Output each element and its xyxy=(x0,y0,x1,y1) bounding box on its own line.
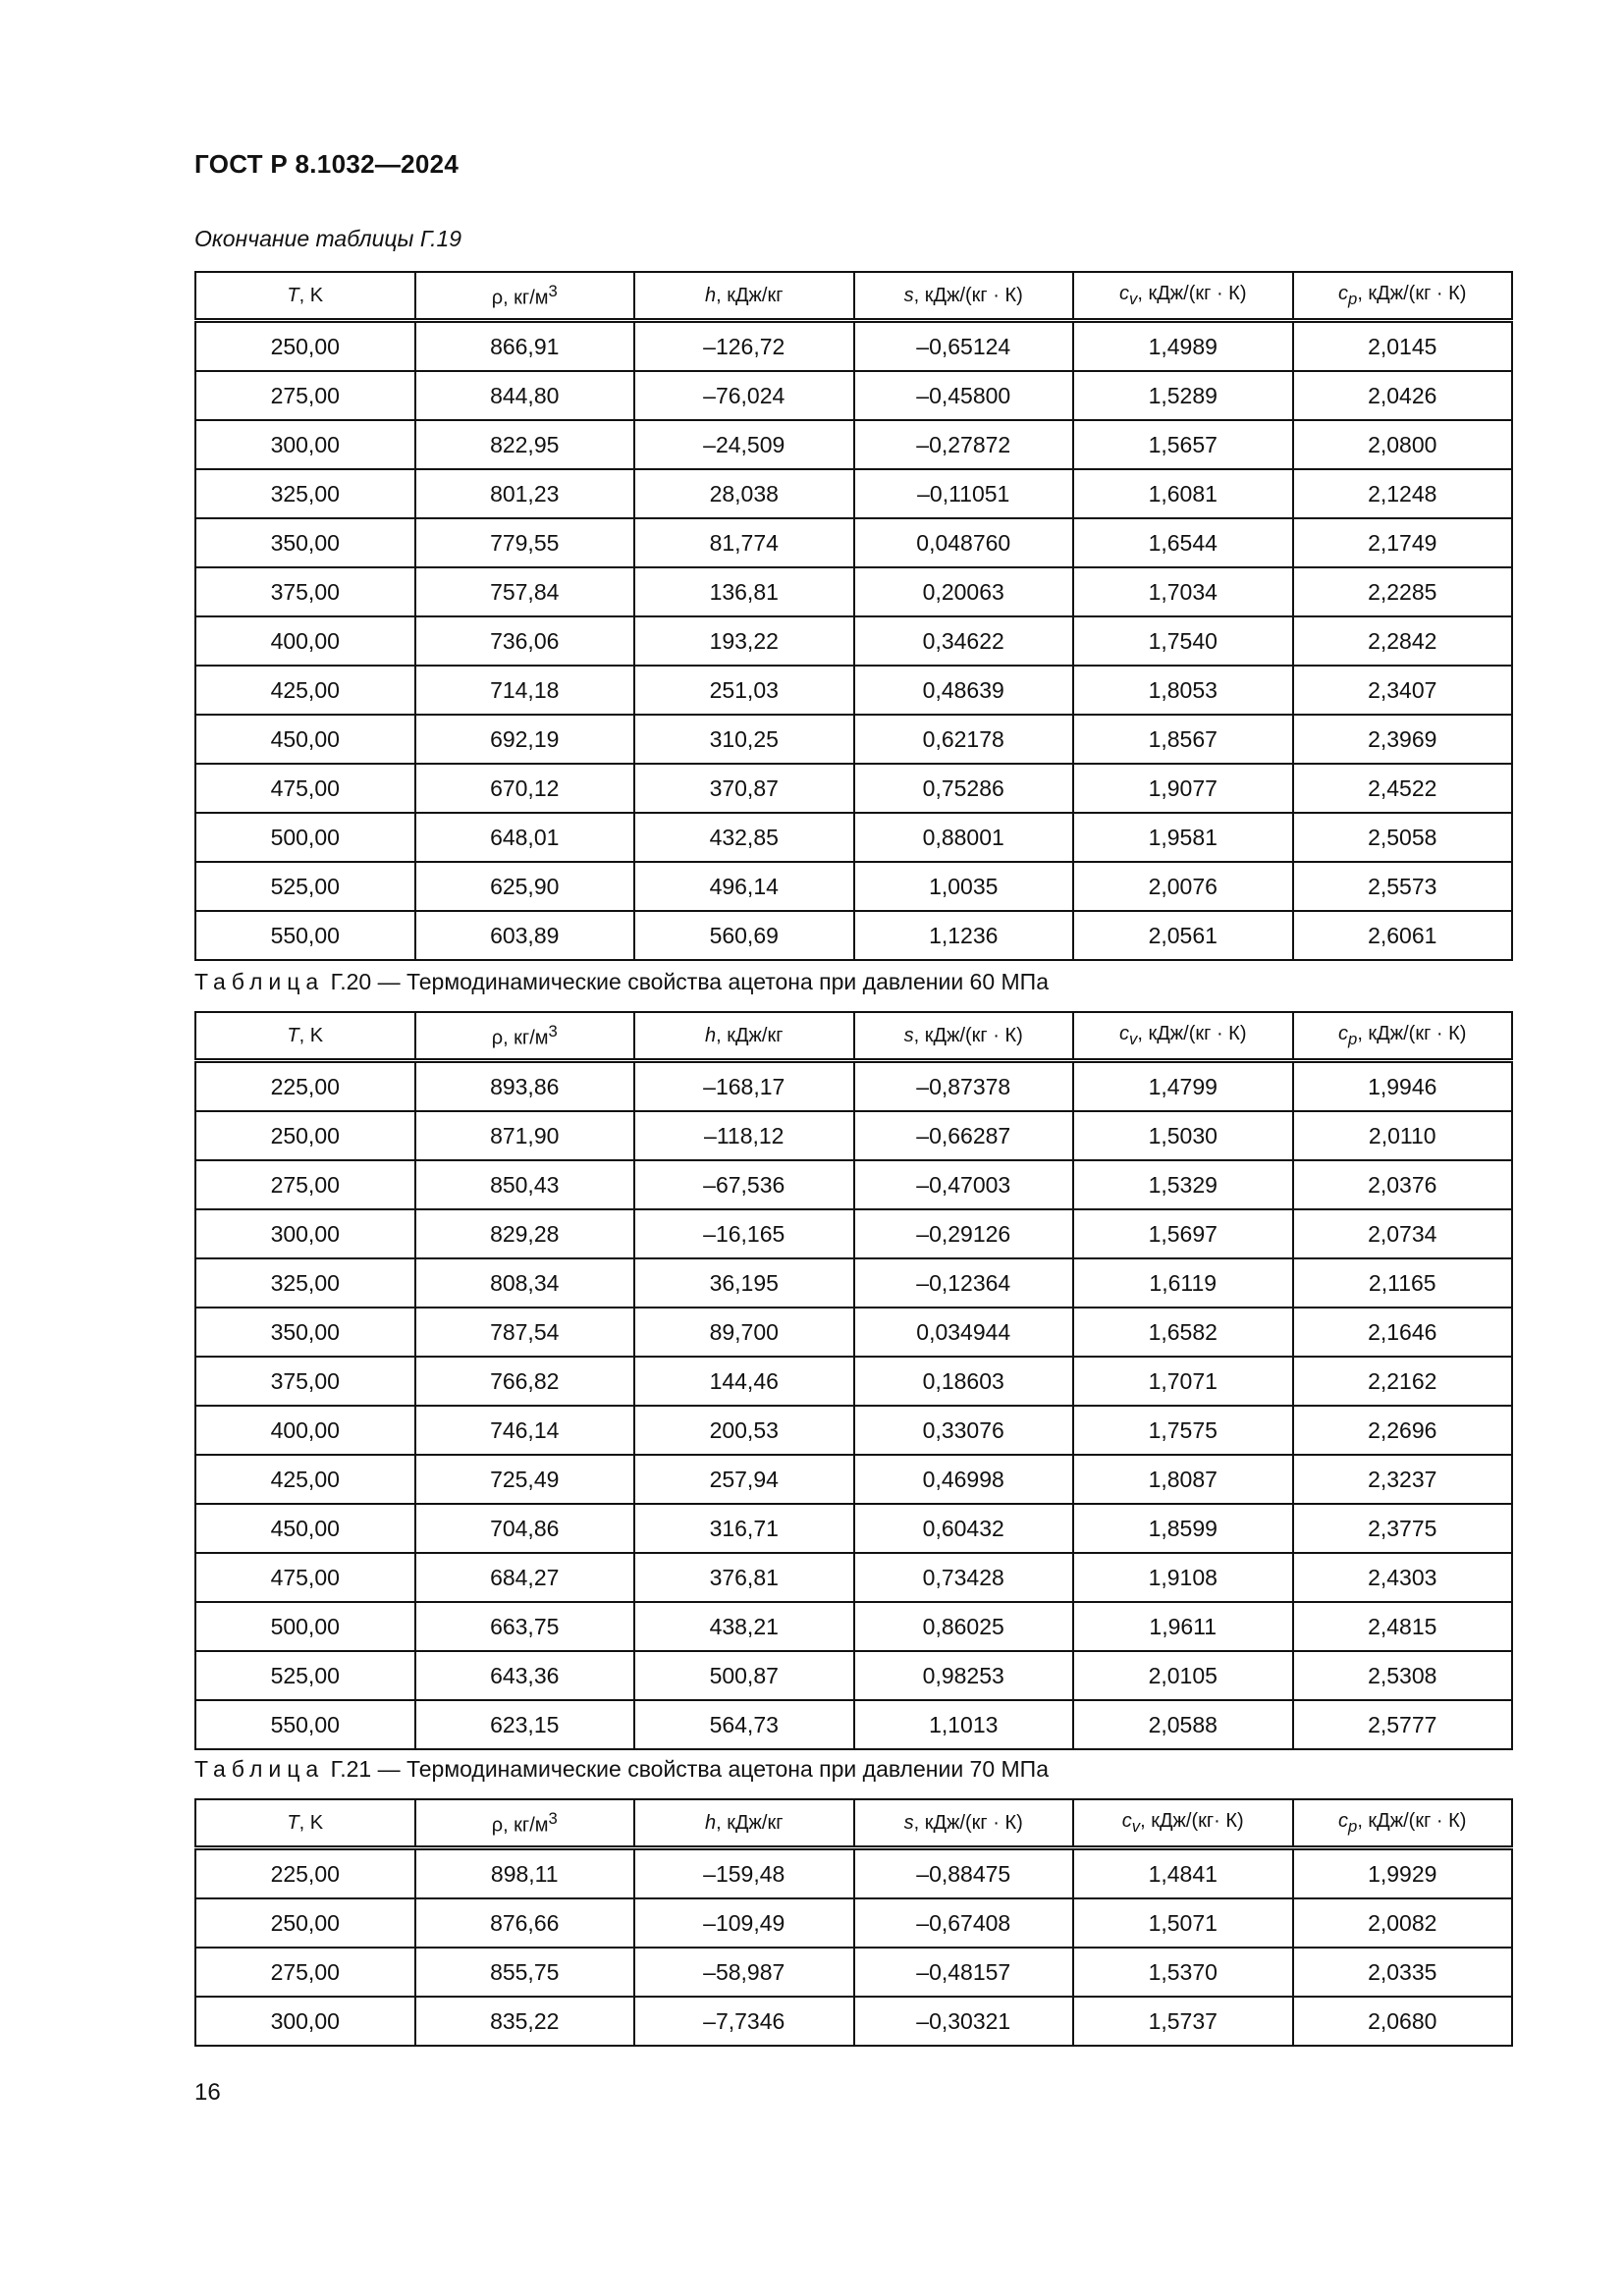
cell-cv: 1,6081 xyxy=(1073,469,1293,518)
cell-density: 757,84 xyxy=(415,567,635,616)
cell-cv: 1,5329 xyxy=(1073,1160,1293,1209)
cell-entropy: –0,67408 xyxy=(854,1898,1074,1948)
cell-density: 704,86 xyxy=(415,1504,635,1553)
cell-density: 822,95 xyxy=(415,420,635,469)
cell-enthalpy: 370,87 xyxy=(634,764,854,813)
cell-temperature: 425,00 xyxy=(195,666,415,715)
table-g20-caption xyxy=(194,969,1049,995)
cell-density: 829,28 xyxy=(415,1209,635,1258)
cell-entropy: 0,46998 xyxy=(854,1455,1074,1504)
cell-cp: 2,3775 xyxy=(1293,1504,1513,1553)
cell-cp: 2,0800 xyxy=(1293,420,1513,469)
cell-temperature: 475,00 xyxy=(195,1553,415,1602)
cell-cv: 1,4989 xyxy=(1073,321,1293,372)
table-header-row xyxy=(195,1012,1512,1061)
cell-temperature: 275,00 xyxy=(195,371,415,420)
cell-temperature: 525,00 xyxy=(195,1651,415,1700)
cell-enthalpy: 89,700 xyxy=(634,1308,854,1357)
cell-density: 746,14 xyxy=(415,1406,635,1455)
cell-cv: 1,5370 xyxy=(1073,1948,1293,1997)
cell-temperature: 225,00 xyxy=(195,1061,415,1112)
cell-entropy: 0,48639 xyxy=(854,666,1074,715)
table-g20 xyxy=(194,1011,1513,1750)
cell-cv: 2,0076 xyxy=(1073,862,1293,911)
col-header-density: ρ, $кг/м^3$ xyxy=(415,1012,635,1061)
table-row xyxy=(195,1700,1512,1749)
col-header-temperature: T, K xyxy=(195,272,415,321)
cell-cv: 1,9611 xyxy=(1073,1602,1293,1651)
cell-cp: 1,9946 xyxy=(1293,1061,1513,1112)
cell-enthalpy: 564,73 xyxy=(634,1700,854,1749)
cell-temperature: 400,00 xyxy=(195,1406,415,1455)
table-row xyxy=(195,1948,1512,1997)
cell-temperature: 550,00 xyxy=(195,911,415,960)
cell-cp: 2,0145 xyxy=(1293,321,1513,372)
cell-cv: 1,8053 xyxy=(1073,666,1293,715)
cell-enthalpy: –76,024 xyxy=(634,371,854,420)
cell-cp: 1,9929 xyxy=(1293,1848,1513,1899)
cell-temperature: 475,00 xyxy=(195,764,415,813)
cell-cv: 1,5071 xyxy=(1073,1898,1293,1948)
cell-temperature: 300,00 xyxy=(195,1209,415,1258)
cell-cv: 1,7034 xyxy=(1073,567,1293,616)
cell-entropy: 0,034944 xyxy=(854,1308,1074,1357)
cell-enthalpy: 36,195 xyxy=(634,1258,854,1308)
cell-cp: 2,0110 xyxy=(1293,1111,1513,1160)
cell-temperature: 325,00 xyxy=(195,469,415,518)
table-header-row xyxy=(195,272,1512,321)
table-row xyxy=(195,371,1512,420)
cell-enthalpy: 257,94 xyxy=(634,1455,854,1504)
col-header-cp: $c_p$, кДж/(кг · К) xyxy=(1293,1012,1513,1061)
cell-entropy: 0,33076 xyxy=(854,1406,1074,1455)
cell-temperature: 250,00 xyxy=(195,321,415,372)
col-header-cv: $c_v$, кДж/(кг· К) xyxy=(1073,1799,1293,1848)
cell-entropy: 0,88001 xyxy=(854,813,1074,862)
cell-cv: 2,0105 xyxy=(1073,1651,1293,1700)
cell-entropy: –0,45800 xyxy=(854,371,1074,420)
cell-enthalpy: 560,69 xyxy=(634,911,854,960)
table-row xyxy=(195,518,1512,567)
cell-cp: 2,2696 xyxy=(1293,1406,1513,1455)
col-header-density: ρ, $кг/м^3$ xyxy=(415,272,635,321)
cell-temperature: 500,00 xyxy=(195,813,415,862)
cell-cp: 2,4303 xyxy=(1293,1553,1513,1602)
table-title: Г.20 — Термодинамические свойства ацетона при давлении 60 МПа xyxy=(324,969,1050,994)
cell-enthalpy: 193,22 xyxy=(634,616,854,666)
col-header-cv: $c_v$, кДж/(кг · К) xyxy=(1073,272,1293,321)
cell-density: 844,80 xyxy=(415,371,635,420)
cell-cv: 1,8087 xyxy=(1073,1455,1293,1504)
table-row xyxy=(195,1406,1512,1455)
table-row xyxy=(195,321,1512,372)
cell-enthalpy: 144,46 xyxy=(634,1357,854,1406)
cell-enthalpy: –24,509 xyxy=(634,420,854,469)
cell-cp: 2,4815 xyxy=(1293,1602,1513,1651)
cell-density: 871,90 xyxy=(415,1111,635,1160)
cell-temperature: 325,00 xyxy=(195,1258,415,1308)
cell-temperature: 275,00 xyxy=(195,1948,415,1997)
cell-entropy: 0,048760 xyxy=(854,518,1074,567)
cell-density: 850,43 xyxy=(415,1160,635,1209)
cell-cp: 2,0335 xyxy=(1293,1948,1513,1997)
table-row xyxy=(195,1258,1512,1308)
cell-cp: 2,5308 xyxy=(1293,1651,1513,1700)
cell-entropy: 0,62178 xyxy=(854,715,1074,764)
cell-cp: 2,5573 xyxy=(1293,862,1513,911)
cell-cp: 2,1646 xyxy=(1293,1308,1513,1357)
cell-temperature: 450,00 xyxy=(195,715,415,764)
table-row xyxy=(195,469,1512,518)
cell-entropy: 0,60432 xyxy=(854,1504,1074,1553)
cell-cp: 2,3407 xyxy=(1293,666,1513,715)
cell-enthalpy: 496,14 xyxy=(634,862,854,911)
cell-cp: 2,1248 xyxy=(1293,469,1513,518)
cell-density: 684,27 xyxy=(415,1553,635,1602)
table-row xyxy=(195,1061,1512,1112)
table-g21 xyxy=(194,1798,1513,2047)
cell-cv: 1,6544 xyxy=(1073,518,1293,567)
cell-cv: 1,4841 xyxy=(1073,1848,1293,1899)
table-row xyxy=(195,1160,1512,1209)
cell-density: 855,75 xyxy=(415,1948,635,1997)
table-row xyxy=(195,420,1512,469)
cell-enthalpy: –159,48 xyxy=(634,1848,854,1899)
cell-cv: 1,7540 xyxy=(1073,616,1293,666)
cell-entropy: –0,27872 xyxy=(854,420,1074,469)
table-label: Таблица xyxy=(194,1756,325,1782)
table-row xyxy=(195,764,1512,813)
cell-density: 714,18 xyxy=(415,666,635,715)
cell-cv: 1,6582 xyxy=(1073,1308,1293,1357)
cell-density: 898,11 xyxy=(415,1848,635,1899)
col-header-entropy: s, кДж/(кг · К) xyxy=(854,1799,1074,1848)
cell-temperature: 225,00 xyxy=(195,1848,415,1899)
cell-entropy: –0,87378 xyxy=(854,1061,1074,1112)
col-header-temperature: T, K xyxy=(195,1799,415,1848)
cell-density: 670,12 xyxy=(415,764,635,813)
cell-temperature: 450,00 xyxy=(195,1504,415,1553)
cell-enthalpy: 310,25 xyxy=(634,715,854,764)
table-row xyxy=(195,1602,1512,1651)
table-row xyxy=(195,1651,1512,1700)
cell-temperature: 375,00 xyxy=(195,567,415,616)
cell-enthalpy: –168,17 xyxy=(634,1061,854,1112)
cell-entropy: 0,75286 xyxy=(854,764,1074,813)
cell-cp: 2,6061 xyxy=(1293,911,1513,960)
cell-density: 893,86 xyxy=(415,1061,635,1112)
cell-cv: 1,9108 xyxy=(1073,1553,1293,1602)
cell-density: 625,90 xyxy=(415,862,635,911)
table-row xyxy=(195,1455,1512,1504)
col-header-cp: $c_p$, кДж/(кг · К) xyxy=(1293,272,1513,321)
col-header-density: ρ, $кг/м^3$ xyxy=(415,1799,635,1848)
cell-entropy: 0,18603 xyxy=(854,1357,1074,1406)
cell-temperature: 400,00 xyxy=(195,616,415,666)
document-id-header: ГОСТ Р 8.1032—2024 xyxy=(194,149,460,179)
table-row xyxy=(195,1357,1512,1406)
cell-cv: 1,9581 xyxy=(1073,813,1293,862)
cell-temperature: 250,00 xyxy=(195,1111,415,1160)
cell-cv: 1,9077 xyxy=(1073,764,1293,813)
cell-cv: 1,4799 xyxy=(1073,1061,1293,1112)
cell-density: 876,66 xyxy=(415,1898,635,1948)
col-header-enthalpy: h, кДж/кг xyxy=(634,1012,854,1061)
cell-density: 725,49 xyxy=(415,1455,635,1504)
col-header-temperature: T, K xyxy=(195,1012,415,1061)
table-row xyxy=(195,1111,1512,1160)
cell-cv: 1,7575 xyxy=(1073,1406,1293,1455)
cell-cp: 2,0082 xyxy=(1293,1898,1513,1948)
cell-cv: 1,8599 xyxy=(1073,1504,1293,1553)
table-row xyxy=(195,616,1512,666)
cell-density: 801,23 xyxy=(415,469,635,518)
cell-cv: 1,7071 xyxy=(1073,1357,1293,1406)
cell-temperature: 300,00 xyxy=(195,420,415,469)
cell-enthalpy: 28,038 xyxy=(634,469,854,518)
cell-entropy: 1,1236 xyxy=(854,911,1074,960)
cell-cv: 1,5289 xyxy=(1073,371,1293,420)
cell-temperature: 275,00 xyxy=(195,1160,415,1209)
cell-enthalpy: 432,85 xyxy=(634,813,854,862)
col-header-cp: $c_p$, кДж/(кг · К) xyxy=(1293,1799,1513,1848)
cell-density: 736,06 xyxy=(415,616,635,666)
cell-enthalpy: –109,49 xyxy=(634,1898,854,1948)
cell-cv: 1,5657 xyxy=(1073,420,1293,469)
cell-temperature: 500,00 xyxy=(195,1602,415,1651)
cell-density: 766,82 xyxy=(415,1357,635,1406)
cell-temperature: 525,00 xyxy=(195,862,415,911)
cell-density: 835,22 xyxy=(415,1997,635,2046)
cell-enthalpy: –126,72 xyxy=(634,321,854,372)
table-row xyxy=(195,567,1512,616)
col-header-cv: $c_v$, кДж/(кг · К) xyxy=(1073,1012,1293,1061)
cell-temperature: 375,00 xyxy=(195,1357,415,1406)
cell-entropy: –0,11051 xyxy=(854,469,1074,518)
cell-cp: 2,0376 xyxy=(1293,1160,1513,1209)
cell-enthalpy: 81,774 xyxy=(634,518,854,567)
cell-cv: 2,0561 xyxy=(1073,911,1293,960)
table-row xyxy=(195,862,1512,911)
cell-entropy: 0,98253 xyxy=(854,1651,1074,1700)
cell-entropy: –0,65124 xyxy=(854,321,1074,372)
cell-entropy: –0,47003 xyxy=(854,1160,1074,1209)
table-title: Г.21 — Термодинамические свойства ацетона при давлении 70 МПа xyxy=(324,1756,1050,1782)
cell-density: 808,34 xyxy=(415,1258,635,1308)
cell-entropy: –0,48157 xyxy=(854,1948,1074,1997)
cell-enthalpy: 200,53 xyxy=(634,1406,854,1455)
cell-entropy: –0,12364 xyxy=(854,1258,1074,1308)
cell-cp: 2,5058 xyxy=(1293,813,1513,862)
table-row xyxy=(195,715,1512,764)
cell-enthalpy: 438,21 xyxy=(634,1602,854,1651)
table-g19-continuation-caption: Окончание таблицы Г.19 xyxy=(194,226,462,251)
cell-entropy: 1,1013 xyxy=(854,1700,1074,1749)
cell-entropy: 0,34622 xyxy=(854,616,1074,666)
table-row xyxy=(195,1504,1512,1553)
cell-enthalpy: 376,81 xyxy=(634,1553,854,1602)
cell-density: 623,15 xyxy=(415,1700,635,1749)
cell-entropy: –0,30321 xyxy=(854,1997,1074,2046)
cell-cp: 2,2162 xyxy=(1293,1357,1513,1406)
cell-cv: 1,5697 xyxy=(1073,1209,1293,1258)
cell-entropy: 0,20063 xyxy=(854,567,1074,616)
cell-cv: 2,0588 xyxy=(1073,1700,1293,1749)
table-row xyxy=(195,1898,1512,1948)
table-row xyxy=(195,1997,1512,2046)
cell-density: 643,36 xyxy=(415,1651,635,1700)
cell-cp: 2,5777 xyxy=(1293,1700,1513,1749)
cell-temperature: 300,00 xyxy=(195,1997,415,2046)
cell-entropy: –0,66287 xyxy=(854,1111,1074,1160)
cell-enthalpy: –58,987 xyxy=(634,1948,854,1997)
table-row xyxy=(195,911,1512,960)
cell-enthalpy: 316,71 xyxy=(634,1504,854,1553)
cell-density: 692,19 xyxy=(415,715,635,764)
cell-cp: 2,1749 xyxy=(1293,518,1513,567)
cell-enthalpy: 251,03 xyxy=(634,666,854,715)
cell-density: 779,55 xyxy=(415,518,635,567)
cell-temperature: 250,00 xyxy=(195,1898,415,1948)
table-row xyxy=(195,1209,1512,1258)
cell-cp: 2,3969 xyxy=(1293,715,1513,764)
cell-enthalpy: –118,12 xyxy=(634,1111,854,1160)
col-header-enthalpy: h, кДж/кг xyxy=(634,1799,854,1848)
cell-cv: 1,5737 xyxy=(1073,1997,1293,2046)
cell-density: 866,91 xyxy=(415,321,635,372)
cell-entropy: 0,73428 xyxy=(854,1553,1074,1602)
cell-entropy: 1,0035 xyxy=(854,862,1074,911)
cell-density: 663,75 xyxy=(415,1602,635,1651)
table-row xyxy=(195,1848,1512,1899)
cell-cp: 2,1165 xyxy=(1293,1258,1513,1308)
cell-temperature: 550,00 xyxy=(195,1700,415,1749)
col-header-enthalpy: h, кДж/кг xyxy=(634,272,854,321)
cell-cp: 2,0426 xyxy=(1293,371,1513,420)
cell-cp: 2,0680 xyxy=(1293,1997,1513,2046)
cell-enthalpy: –7,7346 xyxy=(634,1997,854,2046)
cell-cp: 2,4522 xyxy=(1293,764,1513,813)
cell-density: 648,01 xyxy=(415,813,635,862)
table-g19-continuation xyxy=(194,271,1513,961)
table-row xyxy=(195,1553,1512,1602)
table-header-row xyxy=(195,1799,1512,1848)
cell-entropy: 0,86025 xyxy=(854,1602,1074,1651)
cell-density: 787,54 xyxy=(415,1308,635,1357)
cell-cv: 1,5030 xyxy=(1073,1111,1293,1160)
cell-enthalpy: –16,165 xyxy=(634,1209,854,1258)
table-row xyxy=(195,813,1512,862)
cell-cv: 1,8567 xyxy=(1073,715,1293,764)
cell-entropy: –0,29126 xyxy=(854,1209,1074,1258)
cell-enthalpy: –67,536 xyxy=(634,1160,854,1209)
cell-cv: 1,6119 xyxy=(1073,1258,1293,1308)
table-row xyxy=(195,666,1512,715)
col-header-entropy: s, кДж/(кг · К) xyxy=(854,272,1074,321)
cell-cp: 2,2285 xyxy=(1293,567,1513,616)
col-header-entropy: s, кДж/(кг · К) xyxy=(854,1012,1074,1061)
table-g21-caption xyxy=(194,1756,1049,1783)
cell-cp: 2,3237 xyxy=(1293,1455,1513,1504)
page-number: 16 xyxy=(194,2079,221,2106)
cell-enthalpy: 500,87 xyxy=(634,1651,854,1700)
cell-temperature: 350,00 xyxy=(195,1308,415,1357)
table-row xyxy=(195,1308,1512,1357)
cell-cp: 2,0734 xyxy=(1293,1209,1513,1258)
cell-cp: 2,2842 xyxy=(1293,616,1513,666)
cell-entropy: –0,88475 xyxy=(854,1848,1074,1899)
table-label: Таблица xyxy=(194,969,325,994)
cell-temperature: 350,00 xyxy=(195,518,415,567)
cell-temperature: 425,00 xyxy=(195,1455,415,1504)
cell-enthalpy: 136,81 xyxy=(634,567,854,616)
cell-density: 603,89 xyxy=(415,911,635,960)
